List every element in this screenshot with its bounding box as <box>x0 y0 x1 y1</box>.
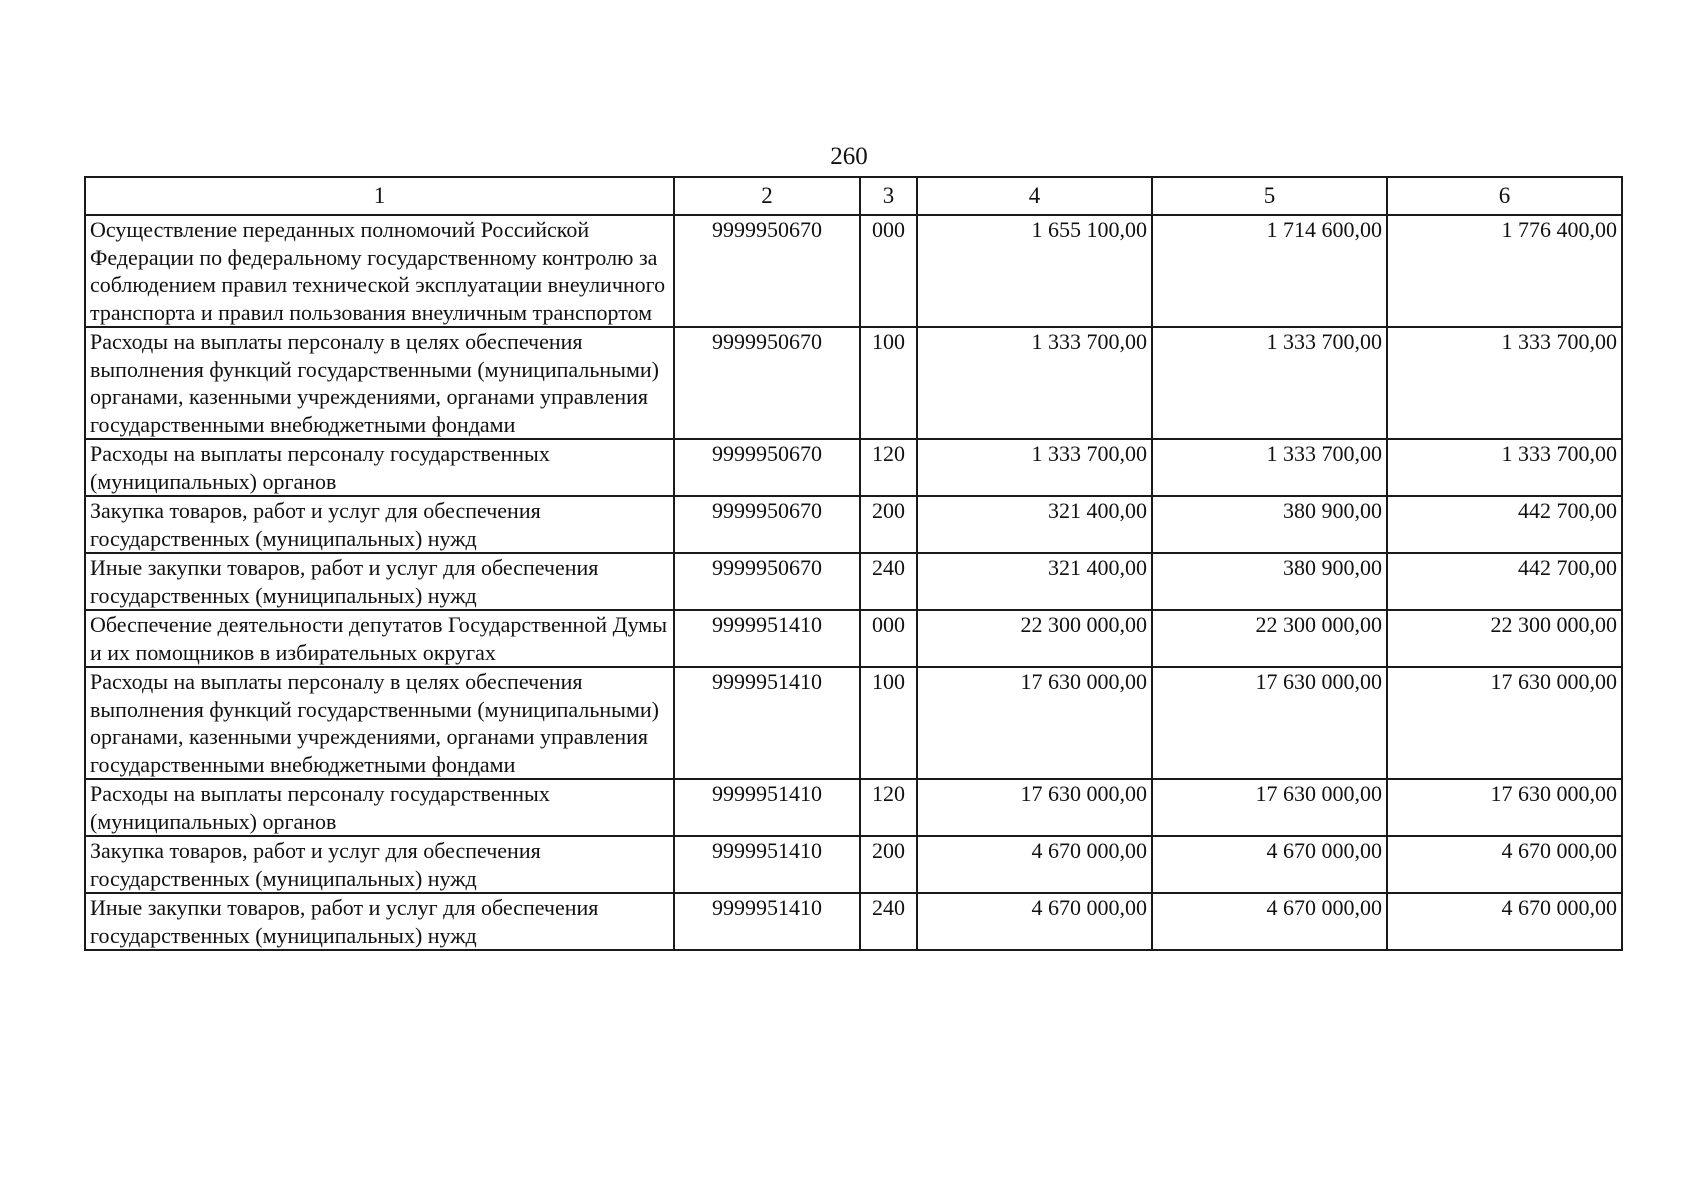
target-code: 9999951410 <box>674 667 860 779</box>
amount-col5: 17 630 000,00 <box>1152 779 1387 836</box>
header-row <box>85 177 1622 215</box>
amount-col5: 1 333 700,00 <box>1152 439 1387 496</box>
amount-col6: 4 670 000,00 <box>1387 893 1622 950</box>
column-header: 4 <box>917 177 1152 215</box>
amount-col6: 17 630 000,00 <box>1387 779 1622 836</box>
amount-col4: 1 333 700,00 <box>917 327 1152 439</box>
budget-table <box>84 176 1623 951</box>
column-header: 6 <box>1387 177 1622 215</box>
column-header: 3 <box>860 177 917 215</box>
target-code: 9999950670 <box>674 327 860 439</box>
amount-col6: 17 630 000,00 <box>1387 667 1622 779</box>
expense-type-code: 120 <box>860 779 917 836</box>
expense-name: Иные закупки товаров, работ и услуг для обеспечения государственных (муниципальных) нужд <box>85 553 674 610</box>
target-code: 9999950670 <box>674 439 860 496</box>
amount-col5: 22 300 000,00 <box>1152 610 1387 667</box>
table-row <box>85 667 1622 779</box>
amount-col6: 22 300 000,00 <box>1387 610 1622 667</box>
expense-name: Расходы на выплаты персоналу в целях обеспечения выполнения функций государственными (муниципальными) органами, казенными учреждениями, органами управления государственными внебюджетными фондами <box>85 327 674 439</box>
table-row <box>85 215 1622 327</box>
table-row <box>85 553 1622 610</box>
amount-col4: 321 400,00 <box>917 496 1152 553</box>
amount-col4: 4 670 000,00 <box>917 836 1152 893</box>
expense-type-code: 100 <box>860 327 917 439</box>
expense-name: Закупка товаров, работ и услуг для обеспечения государственных (муниципальных) нужд <box>85 836 674 893</box>
amount-col6: 1 776 400,00 <box>1387 215 1622 327</box>
target-code: 9999950670 <box>674 215 860 327</box>
target-code: 9999950670 <box>674 496 860 553</box>
expense-name: Закупка товаров, работ и услуг для обеспечения государственных (муниципальных) нужд <box>85 496 674 553</box>
amount-col4: 4 670 000,00 <box>917 893 1152 950</box>
amount-col6: 4 670 000,00 <box>1387 836 1622 893</box>
amount-col4: 1 333 700,00 <box>917 439 1152 496</box>
expense-type-code: 100 <box>860 667 917 779</box>
expense-name: Обеспечение деятельности депутатов Государственной Думы и их помощников в избирательных округах <box>85 610 674 667</box>
amount-col4: 22 300 000,00 <box>917 610 1152 667</box>
amount-col6: 1 333 700,00 <box>1387 439 1622 496</box>
amount-col5: 380 900,00 <box>1152 553 1387 610</box>
column-header: 2 <box>674 177 860 215</box>
amount-col4: 321 400,00 <box>917 553 1152 610</box>
expense-type-code: 200 <box>860 836 917 893</box>
amount-col5: 1 333 700,00 <box>1152 327 1387 439</box>
target-code: 9999951410 <box>674 610 860 667</box>
target-code: 9999951410 <box>674 779 860 836</box>
table-row <box>85 327 1622 439</box>
table-row <box>85 836 1622 893</box>
amount-col5: 4 670 000,00 <box>1152 836 1387 893</box>
amount-col5: 4 670 000,00 <box>1152 893 1387 950</box>
expense-type-code: 000 <box>860 610 917 667</box>
amount-col6: 1 333 700,00 <box>1387 327 1622 439</box>
column-header: 1 <box>85 177 674 215</box>
column-header: 5 <box>1152 177 1387 215</box>
target-code: 9999951410 <box>674 836 860 893</box>
amount-col5: 1 714 600,00 <box>1152 215 1387 327</box>
table-row <box>85 610 1622 667</box>
amount-col6: 442 700,00 <box>1387 553 1622 610</box>
amount-col4: 17 630 000,00 <box>917 779 1152 836</box>
expense-name: Расходы на выплаты персоналу государственных (муниципальных) органов <box>85 439 674 496</box>
table-row <box>85 439 1622 496</box>
expense-type-code: 240 <box>860 893 917 950</box>
expense-name: Расходы на выплаты персоналу государственных (муниципальных) органов <box>85 779 674 836</box>
amount-col4: 17 630 000,00 <box>917 667 1152 779</box>
expense-name: Осуществление переданных полномочий Российской Федерации по федеральному государственному контролю за соблюдением правил технической эксплуатации внеуличного транспорта и правил пользования внеуличным транспортом <box>85 215 674 327</box>
target-code: 9999951410 <box>674 893 860 950</box>
table-row <box>85 779 1622 836</box>
amount-col5: 17 630 000,00 <box>1152 667 1387 779</box>
expense-type-code: 000 <box>860 215 917 327</box>
expense-type-code: 200 <box>860 496 917 553</box>
amount-col6: 442 700,00 <box>1387 496 1622 553</box>
page-number: 260 <box>830 143 868 170</box>
expense-name: Расходы на выплаты персоналу в целях обеспечения выполнения функций государственными (муниципальными) органами, казенными учреждениями, органами управления государственными внебюджетными фондами <box>85 667 674 779</box>
expense-type-code: 120 <box>860 439 917 496</box>
table-row <box>85 496 1622 553</box>
amount-col5: 380 900,00 <box>1152 496 1387 553</box>
table-row <box>85 893 1622 950</box>
expense-name: Иные закупки товаров, работ и услуг для обеспечения государственных (муниципальных) нужд <box>85 893 674 950</box>
amount-col4: 1 655 100,00 <box>917 215 1152 327</box>
target-code: 9999950670 <box>674 553 860 610</box>
expense-type-code: 240 <box>860 553 917 610</box>
